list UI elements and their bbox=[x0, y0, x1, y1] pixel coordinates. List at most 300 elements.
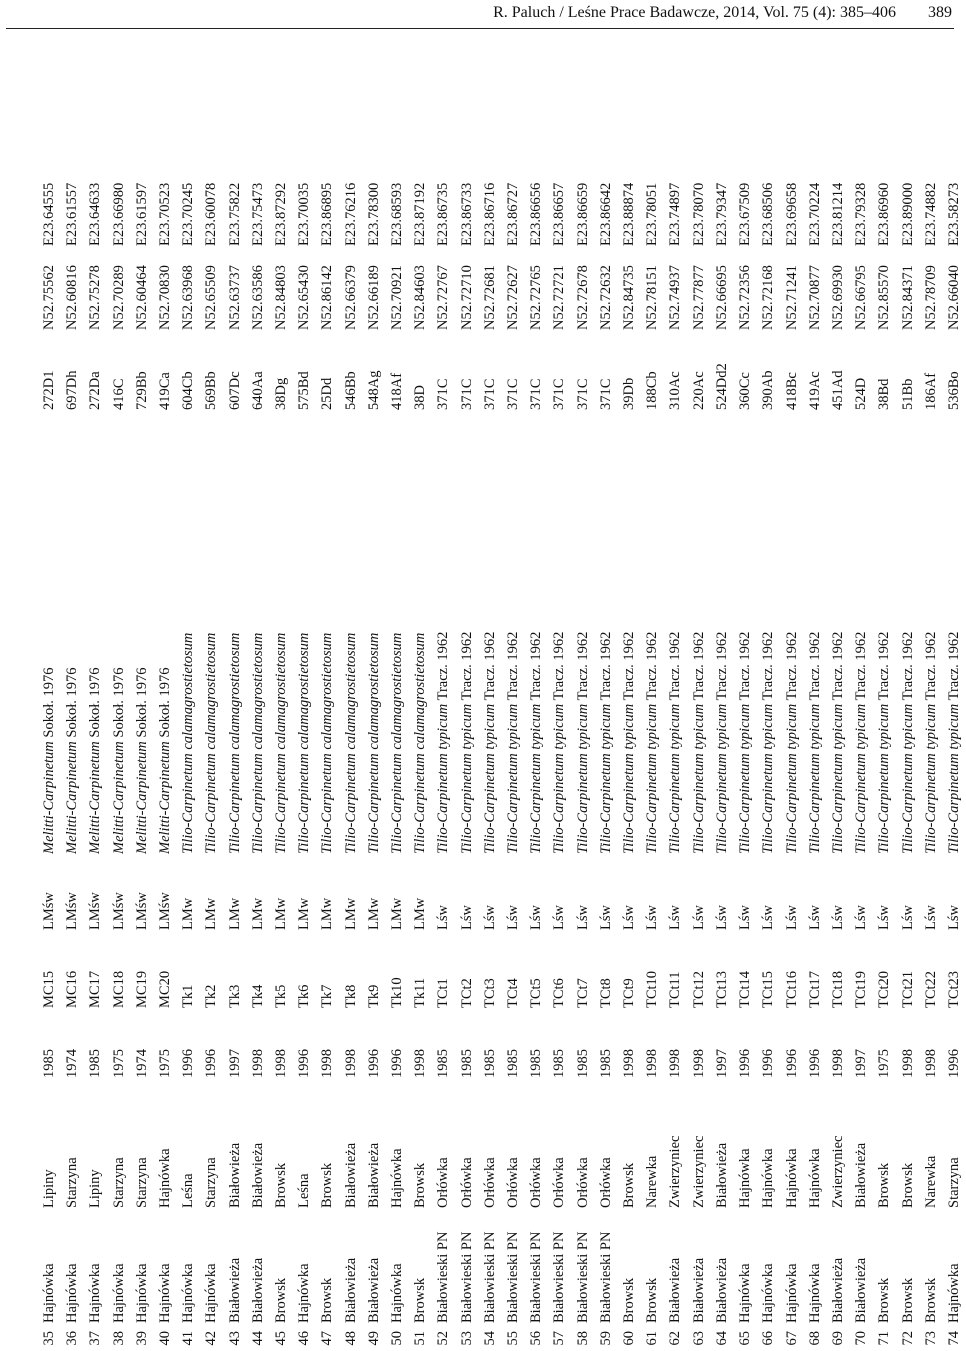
association-name: Tilio-Carpinetum calamagrostietosum bbox=[203, 632, 220, 854]
table-row bbox=[897, 166, 920, 1351]
row-number-cell: 56 bbox=[528, 1331, 545, 1346]
forest-range-cell: Zwierzyniec bbox=[667, 1135, 684, 1208]
association-author: Tracz. 1962 bbox=[505, 631, 522, 701]
association-name: Tilio-Carpinetum typicum bbox=[783, 703, 800, 854]
forest-district-cell: Białowieża bbox=[342, 1257, 359, 1323]
forest-division-cell: 371C bbox=[574, 378, 591, 410]
association-author: Tracz. 1962 bbox=[481, 631, 498, 701]
year-cell: 1998 bbox=[621, 1049, 638, 1078]
association-author: Tracz. 1962 bbox=[597, 631, 614, 701]
plot-id-cell: TCt1 bbox=[435, 978, 452, 1008]
forest-district-cell: Hajnówka bbox=[64, 1263, 81, 1323]
forest-district-cell: Hajnówka bbox=[737, 1263, 754, 1323]
habitat-type-cell: LMśw bbox=[41, 892, 57, 930]
latitude-cell: N52.72678 bbox=[574, 265, 591, 330]
row-number-cell: 46 bbox=[296, 1331, 313, 1346]
latitude-cell: N52.70921 bbox=[389, 265, 406, 330]
latitude-cell: N52.75562 bbox=[41, 265, 57, 330]
longitude-cell: E23.86960 bbox=[876, 182, 893, 246]
plot-id-cell: MC19 bbox=[133, 970, 150, 1008]
forest-district-cell: Hajnówka bbox=[783, 1263, 800, 1323]
latitude-cell: N52.65509 bbox=[203, 265, 220, 330]
habitat-type-cell: Lśw bbox=[853, 905, 870, 930]
longitude-cell: E23.75822 bbox=[226, 182, 243, 246]
association-cell bbox=[502, 418, 525, 856]
latitude-cell: N52.72627 bbox=[505, 265, 522, 330]
latitude-cell: N52.70830 bbox=[157, 265, 174, 330]
association-cell bbox=[897, 418, 920, 856]
forest-district-cell: Białowieża bbox=[226, 1257, 243, 1323]
longitude-cell: E23.78300 bbox=[365, 182, 382, 246]
forest-range-cell: Orłówka bbox=[551, 1157, 568, 1208]
plot-id-cell: TCt15 bbox=[760, 970, 777, 1008]
latitude-cell: N52.66695 bbox=[713, 265, 730, 330]
forest-division-cell: 697Dh bbox=[64, 370, 81, 410]
row-number-cell: 47 bbox=[319, 1331, 336, 1346]
association-name: Tilio-Carpinetum typicum bbox=[435, 703, 452, 854]
latitude-cell: N52.72632 bbox=[597, 265, 614, 330]
association-cell bbox=[386, 418, 409, 856]
table-row bbox=[270, 166, 293, 1351]
association-cell bbox=[734, 418, 757, 856]
plot-id-cell: TCt17 bbox=[806, 970, 823, 1008]
longitude-cell: E23.88874 bbox=[621, 182, 638, 246]
forest-district-cell: Browsk bbox=[899, 1277, 916, 1323]
plot-id-cell: TCt8 bbox=[597, 978, 614, 1008]
latitude-cell: N52.78151 bbox=[644, 265, 661, 330]
year-cell: 1996 bbox=[737, 1049, 754, 1078]
forest-range-cell: Orłówka bbox=[505, 1157, 522, 1208]
year-cell: 1998 bbox=[412, 1049, 429, 1078]
forest-division-cell: 371C bbox=[481, 378, 498, 410]
table-row bbox=[688, 166, 711, 1351]
forest-range-cell: Białowieża bbox=[249, 1142, 266, 1208]
row-number-cell: 64 bbox=[713, 1331, 730, 1346]
table-row bbox=[38, 166, 61, 1351]
habitat-type-cell: Lśw bbox=[783, 905, 800, 930]
forest-division-cell: 640Aa bbox=[249, 371, 266, 410]
association-author: Tracz. 1962 bbox=[458, 631, 475, 701]
association-author: Sokoł. 1976 bbox=[87, 667, 104, 738]
forest-division-cell: 360Cc bbox=[737, 372, 754, 410]
table-row bbox=[247, 166, 270, 1351]
forest-division-cell: 272D1 bbox=[41, 370, 57, 410]
row-number-cell: 65 bbox=[737, 1331, 754, 1346]
plot-id-cell: MC17 bbox=[87, 970, 104, 1008]
latitude-cell: N52.72710 bbox=[458, 265, 475, 330]
forest-range-cell: Orłówka bbox=[435, 1157, 452, 1208]
plot-id-cell: Tk10 bbox=[389, 977, 406, 1008]
forest-district-cell: Hajnówka bbox=[87, 1263, 104, 1323]
table-row bbox=[618, 166, 641, 1351]
latitude-cell: N52.84371 bbox=[899, 265, 916, 330]
table-row bbox=[943, 166, 966, 1351]
forest-division-cell: 390Ab bbox=[760, 370, 777, 410]
forest-range-cell: Lipiny bbox=[87, 1169, 104, 1208]
association-name: Tilio-Carpinetum typicum bbox=[481, 703, 498, 854]
association-author: Sokoł. 1976 bbox=[133, 667, 150, 738]
year-cell: 1975 bbox=[157, 1049, 174, 1078]
longitude-cell: E23.79347 bbox=[713, 182, 730, 246]
longitude-cell: E23.87292 bbox=[273, 182, 290, 246]
plot-id-cell: TCt3 bbox=[481, 978, 498, 1008]
row-number-cell: 57 bbox=[551, 1331, 568, 1346]
forest-district-cell: Hajnówka bbox=[157, 1263, 174, 1323]
habitat-type-cell: LMw bbox=[389, 897, 406, 930]
plot-id-cell: TCt11 bbox=[667, 971, 684, 1008]
forest-division-cell: 186Af bbox=[922, 372, 939, 410]
forest-range-cell: Browsk bbox=[899, 1162, 916, 1208]
association-name: Tilio-Carpinetum typicum bbox=[922, 703, 939, 854]
year-cell: 1975 bbox=[110, 1049, 127, 1078]
association-name: Tilio-Carpinetum typicum bbox=[644, 703, 661, 854]
row-number-cell: 48 bbox=[342, 1331, 359, 1346]
longitude-cell: E23.61597 bbox=[133, 182, 150, 246]
habitat-type-cell: Lśw bbox=[899, 905, 916, 930]
association-name: Tilio-Carpinetum typicum bbox=[690, 703, 707, 854]
forest-division-cell: 51Bb bbox=[899, 378, 916, 410]
forest-division-cell: 38Dg bbox=[273, 377, 290, 410]
association-name: Tilio-Carpinetum typicum bbox=[574, 703, 591, 854]
table-row bbox=[873, 166, 896, 1351]
forest-division-cell: 548Ag bbox=[365, 370, 382, 410]
plot-id-cell: Tk3 bbox=[226, 984, 243, 1008]
habitat-type-cell: Lśw bbox=[945, 905, 962, 930]
year-cell: 1997 bbox=[853, 1049, 870, 1078]
forest-district-cell: Browsk bbox=[922, 1277, 939, 1323]
latitude-cell: N52.84803 bbox=[273, 265, 290, 330]
row-number-cell: 74 bbox=[945, 1331, 962, 1346]
forest-range-cell: Zwierzyniec bbox=[690, 1135, 707, 1208]
row-number-cell: 54 bbox=[481, 1331, 498, 1346]
forest-range-cell: Hajnówka bbox=[760, 1148, 777, 1208]
year-cell: 1985 bbox=[458, 1049, 475, 1078]
association-author: Tracz. 1962 bbox=[783, 631, 800, 701]
latitude-cell: N52.60464 bbox=[133, 265, 150, 330]
forest-district-cell: Hajnówka bbox=[110, 1263, 127, 1323]
association-author: Tracz. 1962 bbox=[551, 631, 568, 701]
year-cell: 1974 bbox=[64, 1049, 81, 1078]
forest-range-cell: Hajnówka bbox=[806, 1148, 823, 1208]
habitat-type-cell: Lśw bbox=[644, 905, 661, 930]
row-number-cell: 35 bbox=[41, 1331, 57, 1346]
longitude-cell: E23.68593 bbox=[389, 182, 406, 246]
longitude-cell: E23.89000 bbox=[899, 182, 916, 246]
longitude-cell: E23.78051 bbox=[644, 182, 661, 246]
forest-division-cell: 418Af bbox=[389, 372, 406, 410]
longitude-cell: E23.86727 bbox=[505, 182, 522, 246]
association-cell bbox=[873, 418, 896, 856]
plot-id-cell: TCt7 bbox=[574, 978, 591, 1008]
habitat-type-cell: Lśw bbox=[876, 905, 893, 930]
forest-district-cell: Białowieża bbox=[667, 1257, 684, 1323]
association-author: Tracz. 1962 bbox=[574, 631, 591, 701]
forest-range-cell: Hajnówka bbox=[737, 1148, 754, 1208]
association-name: Tilio-Carpinetum calamagrostietosum bbox=[296, 632, 313, 854]
latitude-cell: N52.66379 bbox=[342, 265, 359, 330]
forest-division-cell: 575Bd bbox=[296, 371, 313, 410]
forest-district-cell: Białowieża bbox=[690, 1257, 707, 1323]
plot-id-cell: TCt12 bbox=[690, 970, 707, 1008]
forest-district-cell: Browsk bbox=[644, 1277, 661, 1323]
association-author: Tracz. 1962 bbox=[690, 631, 707, 701]
table-row bbox=[920, 166, 943, 1351]
forest-district-cell: Białowieski PN bbox=[458, 1231, 475, 1323]
forest-district-cell: Białowieski PN bbox=[481, 1231, 498, 1323]
association-author: Tracz. 1962 bbox=[899, 631, 916, 701]
table-row bbox=[340, 166, 363, 1351]
forest-range-cell: Leśna bbox=[180, 1173, 197, 1208]
habitat-type-cell: Lśw bbox=[829, 905, 846, 930]
longitude-cell: E23.66980 bbox=[110, 182, 127, 246]
forest-division-cell: 451Ad bbox=[829, 370, 846, 410]
row-number-cell: 59 bbox=[597, 1331, 614, 1346]
forest-range-cell: Browsk bbox=[273, 1162, 290, 1208]
habitat-type-cell: LMw bbox=[180, 897, 197, 930]
table-row bbox=[61, 166, 84, 1351]
habitat-type-cell: Lśw bbox=[597, 905, 614, 930]
plot-id-cell: TCt21 bbox=[899, 970, 916, 1008]
forest-division-cell: 371C bbox=[435, 378, 452, 410]
association-cell bbox=[618, 418, 641, 856]
row-number-cell: 62 bbox=[667, 1331, 684, 1346]
association-author: Tracz. 1962 bbox=[644, 631, 661, 701]
association-cell bbox=[804, 418, 827, 856]
plot-id-cell: TCt20 bbox=[876, 970, 893, 1008]
plot-id-cell: Tk2 bbox=[203, 984, 220, 1008]
association-cell bbox=[247, 418, 270, 856]
row-number-cell: 43 bbox=[226, 1331, 243, 1346]
year-cell: 1996 bbox=[296, 1049, 313, 1078]
plot-id-cell: TCt6 bbox=[551, 978, 568, 1008]
association-name: Tilio-Carpinetum typicum bbox=[760, 703, 777, 854]
association-name: Tilio-Carpinetum typicum bbox=[621, 703, 638, 854]
forest-district-cell: Hajnówka bbox=[296, 1263, 313, 1323]
latitude-cell: N52.63737 bbox=[226, 265, 243, 330]
year-cell: 1985 bbox=[528, 1049, 545, 1078]
association-cell bbox=[108, 418, 131, 856]
row-number-cell: 73 bbox=[922, 1331, 939, 1346]
habitat-type-cell: Lśw bbox=[481, 905, 498, 930]
year-cell: 1998 bbox=[273, 1049, 290, 1078]
table-row bbox=[108, 166, 131, 1351]
table-row bbox=[804, 166, 827, 1351]
table-row bbox=[525, 166, 548, 1351]
year-cell: 1996 bbox=[806, 1049, 823, 1078]
year-cell: 1996 bbox=[945, 1049, 962, 1078]
association-cell bbox=[293, 418, 316, 856]
forest-division-cell: 310Ac bbox=[667, 371, 684, 410]
association-name: Tilio-Carpinetum typicum bbox=[528, 703, 545, 854]
row-number-cell: 52 bbox=[435, 1331, 452, 1346]
forest-division-cell: 371C bbox=[597, 378, 614, 410]
table-row bbox=[363, 166, 386, 1351]
forest-range-cell: Starzyna bbox=[945, 1157, 962, 1208]
association-cell bbox=[781, 418, 804, 856]
year-cell: 1997 bbox=[713, 1049, 730, 1078]
plot-id-cell: Tk9 bbox=[365, 984, 382, 1008]
longitude-cell: E23.75473 bbox=[249, 182, 266, 246]
forest-district-cell: Białowieski PN bbox=[574, 1231, 591, 1323]
latitude-cell: N52.72765 bbox=[528, 265, 545, 330]
plot-table bbox=[38, 166, 966, 1351]
forest-division-cell: 604Cb bbox=[180, 371, 197, 410]
forest-range-cell: Białowieża bbox=[226, 1142, 243, 1208]
association-cell bbox=[479, 418, 502, 856]
forest-district-cell: Białowieski PN bbox=[435, 1231, 452, 1323]
longitude-cell: E23.78070 bbox=[690, 182, 707, 246]
plot-id-cell: MC15 bbox=[41, 970, 57, 1008]
longitude-cell: E23.69658 bbox=[783, 182, 800, 246]
latitude-cell: N52.78709 bbox=[922, 265, 939, 330]
table-row bbox=[479, 166, 502, 1351]
year-cell: 1996 bbox=[783, 1049, 800, 1078]
association-name: Melitti-Carpinetum bbox=[41, 741, 57, 854]
habitat-type-cell: Lśw bbox=[621, 905, 638, 930]
association-cell bbox=[850, 418, 873, 856]
association-name: Tilio-Carpinetum typicum bbox=[597, 703, 614, 854]
latitude-cell: N52.74937 bbox=[667, 265, 684, 330]
plot-id-cell: TCt2 bbox=[458, 978, 475, 1008]
forest-division-cell: 607Dc bbox=[226, 371, 243, 410]
association-author: Tracz. 1962 bbox=[621, 631, 638, 701]
association-cell bbox=[363, 418, 386, 856]
forest-range-cell: Starzyna bbox=[203, 1157, 220, 1208]
forest-division-cell: 272Da bbox=[87, 371, 104, 410]
habitat-type-cell: LMw bbox=[342, 897, 359, 930]
row-number-cell: 49 bbox=[365, 1331, 382, 1346]
forest-range-cell: Białowieża bbox=[365, 1142, 382, 1208]
year-cell: 1998 bbox=[667, 1049, 684, 1078]
row-number-cell: 53 bbox=[458, 1331, 475, 1346]
forest-district-cell: Browsk bbox=[412, 1277, 429, 1323]
association-cell bbox=[84, 418, 107, 856]
longitude-cell: E23.86659 bbox=[574, 182, 591, 246]
forest-district-cell: Białowieża bbox=[829, 1257, 846, 1323]
forest-range-cell: Starzyna bbox=[110, 1157, 127, 1208]
habitat-type-cell: LMw bbox=[273, 897, 290, 930]
habitat-type-cell: Lśw bbox=[760, 905, 777, 930]
plot-id-cell: TCt13 bbox=[713, 970, 730, 1008]
year-cell: 1985 bbox=[87, 1049, 104, 1078]
running-head: R. Paluch / Leśne Prace Badawcze, 2014, Vol. 75 (4): 385–406 bbox=[493, 4, 896, 21]
latitude-cell: N52.85570 bbox=[876, 265, 893, 330]
row-number-cell: 68 bbox=[806, 1331, 823, 1346]
habitat-type-cell: Lśw bbox=[690, 905, 707, 930]
association-author: Tracz. 1962 bbox=[737, 631, 754, 701]
year-cell: 1975 bbox=[876, 1049, 893, 1078]
row-number-cell: 58 bbox=[574, 1331, 591, 1346]
latitude-cell: N52.72681 bbox=[481, 265, 498, 330]
forest-range-cell: Białowieża bbox=[853, 1142, 870, 1208]
habitat-type-cell: Lśw bbox=[435, 905, 452, 930]
association-name: Tilio-Carpinetum typicum bbox=[505, 703, 522, 854]
forest-range-cell: Zwierzyniec bbox=[829, 1135, 846, 1208]
habitat-type-cell: Lśw bbox=[806, 905, 823, 930]
forest-district-cell: Białowieski PN bbox=[551, 1231, 568, 1323]
longitude-cell: E23.86733 bbox=[458, 182, 475, 246]
forest-division-cell: 569Bb bbox=[203, 371, 220, 410]
forest-range-cell: Hajnówka bbox=[783, 1148, 800, 1208]
plot-id-cell: TCt14 bbox=[737, 970, 754, 1008]
year-cell: 1998 bbox=[342, 1049, 359, 1078]
habitat-type-cell: LMśw bbox=[110, 892, 127, 930]
habitat-type-cell: LMśw bbox=[157, 892, 174, 930]
latitude-cell: N52.72168 bbox=[760, 265, 777, 330]
row-number-cell: 55 bbox=[505, 1331, 522, 1346]
association-cell bbox=[548, 418, 571, 856]
association-author: Tracz. 1962 bbox=[829, 631, 846, 701]
latitude-cell: N52.72721 bbox=[551, 265, 568, 330]
forest-range-cell: Starzyna bbox=[133, 1157, 150, 1208]
rotated-table-container bbox=[0, 46, 960, 1351]
year-cell: 1996 bbox=[365, 1049, 382, 1078]
row-number-cell: 69 bbox=[829, 1331, 846, 1346]
year-cell: 1985 bbox=[435, 1049, 452, 1078]
forest-division-cell: 524Dd2 bbox=[713, 363, 730, 410]
plot-id-cell: Tk11 bbox=[412, 977, 429, 1008]
association-cell bbox=[688, 418, 711, 856]
latitude-cell: N52.86142 bbox=[319, 265, 336, 330]
forest-district-cell: Browsk bbox=[273, 1277, 290, 1323]
plot-id-cell: MC16 bbox=[64, 970, 81, 1008]
plot-table-body bbox=[38, 166, 966, 1351]
association-author: Tracz. 1962 bbox=[945, 631, 962, 701]
forest-district-cell: Hajnówka bbox=[133, 1263, 150, 1323]
row-number-cell: 61 bbox=[644, 1331, 661, 1346]
forest-division-cell: 38Bd bbox=[876, 378, 893, 410]
forest-district-cell: Hajnówka bbox=[760, 1263, 777, 1323]
habitat-type-cell: Lśw bbox=[505, 905, 522, 930]
association-cell bbox=[920, 418, 943, 856]
longitude-cell: E23.70523 bbox=[157, 182, 174, 246]
year-cell: 1985 bbox=[481, 1049, 498, 1078]
association-name: Tilio-Carpinetum calamagrostietosum bbox=[412, 632, 429, 854]
forest-district-cell: Białowieża bbox=[249, 1257, 266, 1323]
row-number-cell: 50 bbox=[389, 1331, 406, 1346]
forest-range-cell: Browsk bbox=[412, 1162, 429, 1208]
forest-district-cell: Hajnówka bbox=[945, 1263, 962, 1323]
forest-division-cell: 371C bbox=[528, 378, 545, 410]
longitude-cell: E23.58273 bbox=[945, 182, 962, 246]
association-name: Tilio-Carpinetum typicum bbox=[899, 703, 916, 854]
plot-id-cell: TCt18 bbox=[829, 970, 846, 1008]
plot-id-cell: Tk4 bbox=[249, 984, 266, 1008]
year-cell: 1998 bbox=[644, 1049, 661, 1078]
association-cell bbox=[38, 418, 61, 856]
longitude-cell: E23.60078 bbox=[203, 182, 220, 246]
table-row bbox=[84, 166, 107, 1351]
forest-district-cell: Białowieski PN bbox=[597, 1231, 614, 1323]
longitude-cell: E23.86735 bbox=[435, 182, 452, 246]
association-cell bbox=[200, 418, 223, 856]
latitude-cell: N52.63586 bbox=[249, 265, 266, 330]
association-name: Tilio-Carpinetum calamagrostietosum bbox=[342, 632, 359, 854]
association-author: Sokoł. 1976 bbox=[64, 667, 81, 738]
forest-range-cell: Browsk bbox=[319, 1162, 336, 1208]
association-name: Tilio-Carpinetum calamagrostietosum bbox=[180, 632, 197, 854]
row-number-cell: 51 bbox=[412, 1331, 429, 1346]
latitude-cell: N52.65430 bbox=[296, 265, 313, 330]
longitude-cell: E23.81214 bbox=[829, 182, 846, 246]
association-cell bbox=[154, 418, 177, 856]
plot-id-cell: Tk5 bbox=[273, 984, 290, 1008]
longitude-cell: E23.86657 bbox=[551, 182, 568, 246]
latitude-cell: N52.69930 bbox=[829, 265, 846, 330]
forest-division-cell: 371C bbox=[505, 378, 522, 410]
row-number-cell: 44 bbox=[249, 1331, 266, 1346]
plot-id-cell: TCt19 bbox=[853, 970, 870, 1008]
